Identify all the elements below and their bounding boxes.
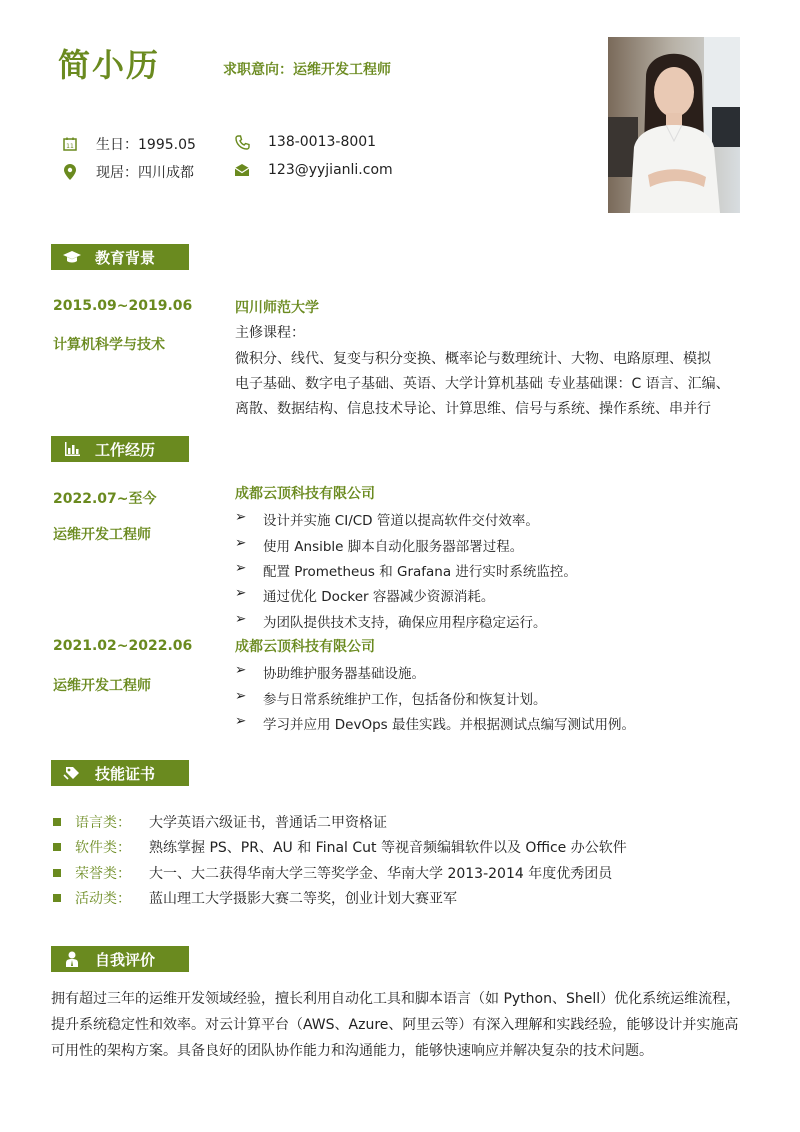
education-courses-label: 主修课程： — [235, 325, 305, 341]
section-self-title: 自我评价 — [95, 950, 156, 969]
email-row — [234, 162, 393, 178]
email-text[interactable]: 123@yyjianli.com — [268, 162, 393, 178]
work-date: 2022.07~至今 — [53, 491, 157, 507]
phone-icon — [234, 134, 250, 150]
svg-text:11: 11 — [66, 143, 74, 150]
section-self-header — [51, 946, 189, 972]
phone-text: 138-0013-8001 — [268, 134, 377, 150]
work-item: ➢ 参与日常系统维护工作，包括备份和恢复计划。 — [235, 688, 547, 708]
phone-row — [234, 134, 376, 150]
work-item: ➢ 协助维护服务器基础设施。 — [235, 662, 425, 682]
bullet-square-icon — [53, 843, 61, 851]
work-company: 成都云顶科技有限公司 — [235, 639, 375, 655]
bullet-square-icon — [53, 894, 61, 902]
birth-row — [62, 134, 196, 154]
education-courses-line: 电子基础、数字电子基础、英语、大学计算机基础 专业基础课：C 语言、汇编、 — [235, 376, 730, 392]
skill-row: 荣誉类： 大一、大二获得华南大学三等奖学金、华南大学 2013-2014 年度优秀团员 — [53, 863, 612, 883]
section-education-title: 教育背景 — [95, 248, 156, 267]
section-skills-header — [51, 760, 189, 786]
education-courses-line: 微积分、线代、复变与积分变换、概率论与数理统计、大物、电路原理、模拟 — [235, 351, 711, 367]
work-item: ➢ 为团队提供技术支持，确保应用程序稳定运行。 — [235, 611, 547, 631]
education-school: 四川师范大学 — [235, 300, 319, 316]
section-work-header — [51, 436, 189, 462]
work-title: 运维开发工程师 — [53, 678, 151, 694]
section-skills-title: 技能证书 — [95, 764, 156, 783]
bullet-square-icon — [53, 818, 61, 826]
section-work-title: 工作经历 — [95, 440, 156, 459]
section-education-header — [51, 244, 189, 270]
work-company: 成都云顶科技有限公司 — [235, 486, 375, 502]
skill-row: 活动类： 蓝山理工大学摄影大赛二等奖，创业计划大赛亚军 — [53, 888, 457, 908]
person-icon — [61, 950, 83, 968]
location-row — [62, 162, 194, 182]
work-item: ➢ 使用 Ansible 脚本自动化服务器部署过程。 — [235, 535, 524, 555]
work-title: 运维开发工程师 — [53, 527, 151, 543]
bullet-square-icon — [53, 869, 61, 877]
work-item: ➢ 配置 Prometheus 和 Grafana 进行实时系统监控。 — [235, 560, 577, 580]
self-evaluation-text: 拥有超过三年的运维开发领域经验，擅长利用自动化工具和脚本语言（如 Python、Shell）优化系统运维流程， 提升系统稳定性和效率。对云计算平台（AWS、Azure、阿里云等）有深入理解和实践经验，能够设计并实施高 可用性的架构方案。具备良好的团队协作能力和沟通能力，能够快速响应并解决复杂的技术问题。 — [51, 991, 741, 1059]
skill-row: 软件类： 熟练掌握 PS、PR、AU 和 Final Cut 等视音频编辑软件以及 Office 办公软件 — [53, 837, 627, 857]
education-major: 计算机科学与技术 — [53, 337, 165, 353]
education-courses-line: 离散、数据结构、信息技术导论、计算思维、信号与系统、操作系统、串并行 — [235, 401, 711, 417]
education-date: 2015.09~2019.06 — [53, 298, 193, 314]
certificate-icon — [61, 764, 83, 782]
graduation-cap-icon — [61, 248, 83, 266]
birth-text: 生日：1995.05 — [96, 137, 196, 153]
work-date: 2021.02~2022.06 — [53, 638, 193, 654]
resume-name: 简小历 — [58, 46, 161, 84]
job-intent: 求职意向：运维开发工程师 — [223, 62, 391, 78]
profile-photo — [608, 37, 740, 213]
calendar-icon — [62, 136, 78, 152]
work-item: ➢ 通过优化 Docker 容器减少资源消耗。 — [235, 585, 495, 605]
location-pin-icon — [62, 164, 78, 180]
location-text: 现居：四川成都 — [96, 165, 194, 181]
work-item: ➢ 设计并实施 CI/CD 管道以提高软件交付效率。 — [235, 509, 539, 529]
work-item: ➢ 学习并应用 DevOps 最佳实践。并根据测试点编写测试用例。 — [235, 713, 636, 733]
bar-chart-icon — [61, 440, 83, 458]
email-icon — [234, 162, 250, 178]
skill-row: 语言类： 大学英语六级证书，普通话二甲资格证 — [53, 812, 387, 832]
